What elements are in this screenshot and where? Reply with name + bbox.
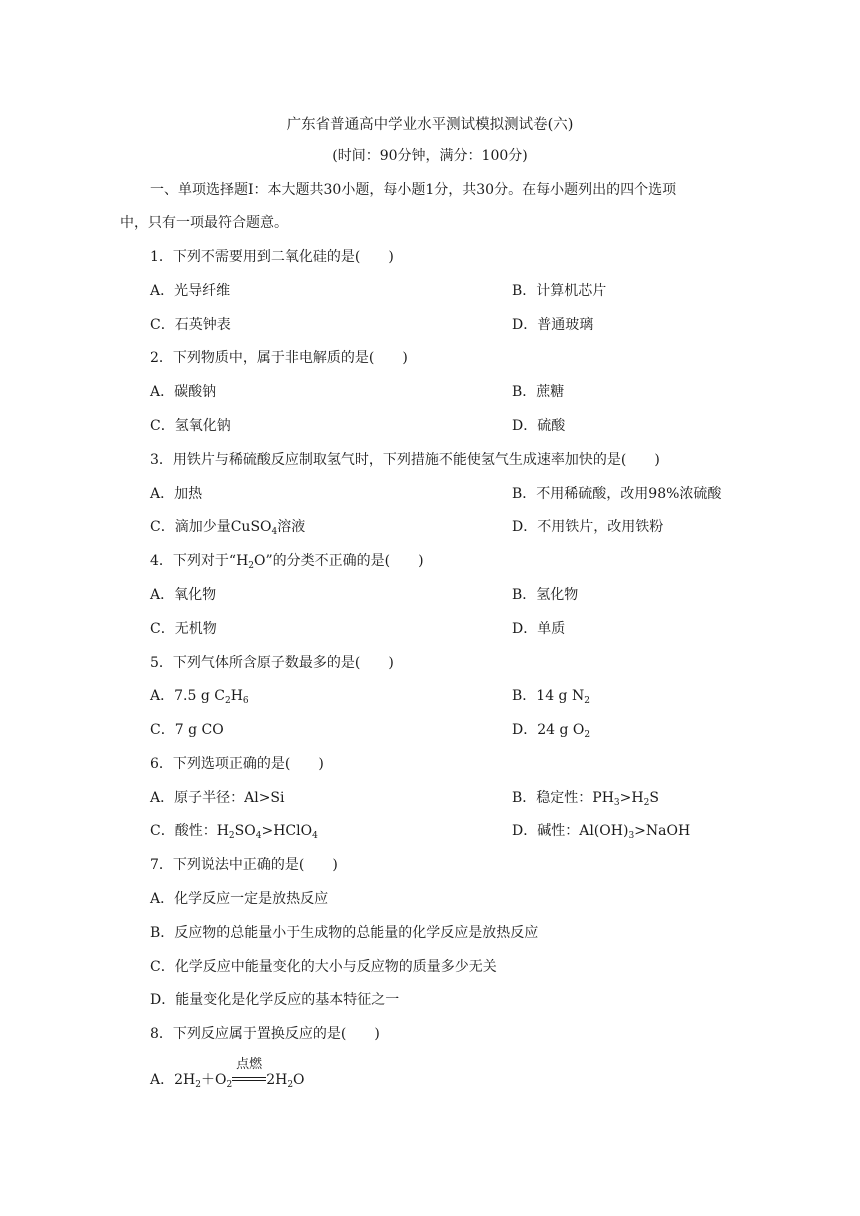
option-b: B．反应物的总能量小于生成物的总能量的化学反应是放热反应 — [150, 925, 539, 941]
option-a: A．化学反应一定是放热反应 — [150, 891, 329, 907]
option-d: D．普通玻璃 — [512, 317, 594, 333]
section-heading-line2: 中，只有一项最符合题意。 — [120, 215, 288, 231]
option-c: C．化学反应中能量变化的大小与反应物的质量多少无关 — [150, 959, 497, 975]
option-b: B．计算机芯片 — [512, 283, 607, 299]
option-d: D．硫酸 — [512, 418, 566, 434]
option-c: C．酸性：$H_2SO_4>HClO_4$ — [150, 823, 318, 841]
option-d: D．不用铁片，改用铁粉 — [512, 519, 664, 535]
option-c: C．无机物 — [150, 621, 217, 637]
question-stem: 1．下列不需要用到二氧化硅的是( ) — [150, 249, 394, 265]
question-stem: 8．下列反应属于置换反应的是( ) — [150, 1026, 380, 1042]
option-d: D．能量变化是化学反应的基本特征之一 — [150, 992, 400, 1008]
option-a: A．加热 — [150, 486, 203, 502]
question-stem: 7．下列说法中正确的是( ) — [150, 857, 338, 873]
option-c: C．7 g CO — [150, 722, 224, 738]
question-stem: 3．用铁片与稀硫酸反应制取氢气时，下列措施不能使氢气生成速率加快的是( ) — [150, 452, 660, 468]
option-a: A．7.5 g $C_2H_6$ — [150, 688, 249, 706]
option-b: B．蔗糖 — [512, 384, 565, 400]
option-d: D．碱性：$Al(OH)_3>NaOH$ — [512, 823, 691, 841]
question-stem: 4．下列对于“$H_2O$”的分类不正确的是( ) — [150, 553, 424, 571]
option-a: A．碳酸钠 — [150, 384, 217, 400]
option-c: C．石英钟表 — [150, 317, 231, 333]
option-a: A．$2H_2+O_2$ 点燃 $2H_2O$ — [150, 1057, 305, 1090]
option-c: C．氢氧化钠 — [150, 418, 231, 434]
question-stem: 6．下列选项正确的是( ) — [150, 756, 324, 772]
option-a: A．光导纤维 — [150, 283, 231, 299]
page-title: 广东省普通高中学业水平测试模拟测试卷(六) — [286, 117, 574, 133]
option-c: C．滴加少量CuSO$_4$溶液 — [150, 519, 306, 537]
section-heading-line1: 一、单项选择题Ⅰ：本大题共30小题，每小题1分，共30分。在每小题列出的四个选项 — [150, 182, 677, 198]
option-a: A．原子半径：Al>Si — [150, 790, 285, 806]
option-a: A．氧化物 — [150, 587, 217, 603]
option-b: B．不用稀硫酸，改用98%浓硫酸 — [512, 486, 722, 502]
option-b: B．氢化物 — [512, 587, 579, 603]
option-b: B．稳定性：$PH_3>H_2S$ — [512, 790, 659, 808]
question-stem: 2．下列物质中，属于非电解质的是( ) — [150, 350, 408, 366]
option-d: D．24 g $O_2$ — [512, 722, 591, 740]
reaction-condition-equals: 点燃 — [232, 1070, 266, 1090]
option-d: D．单质 — [512, 621, 566, 637]
question-stem: 5．下列气体所含原子数最多的是( ) — [150, 655, 394, 671]
option-b: B．14 g $N_2$ — [512, 688, 590, 706]
exam-info: (时间：90分钟，满分：100分) — [332, 148, 528, 164]
